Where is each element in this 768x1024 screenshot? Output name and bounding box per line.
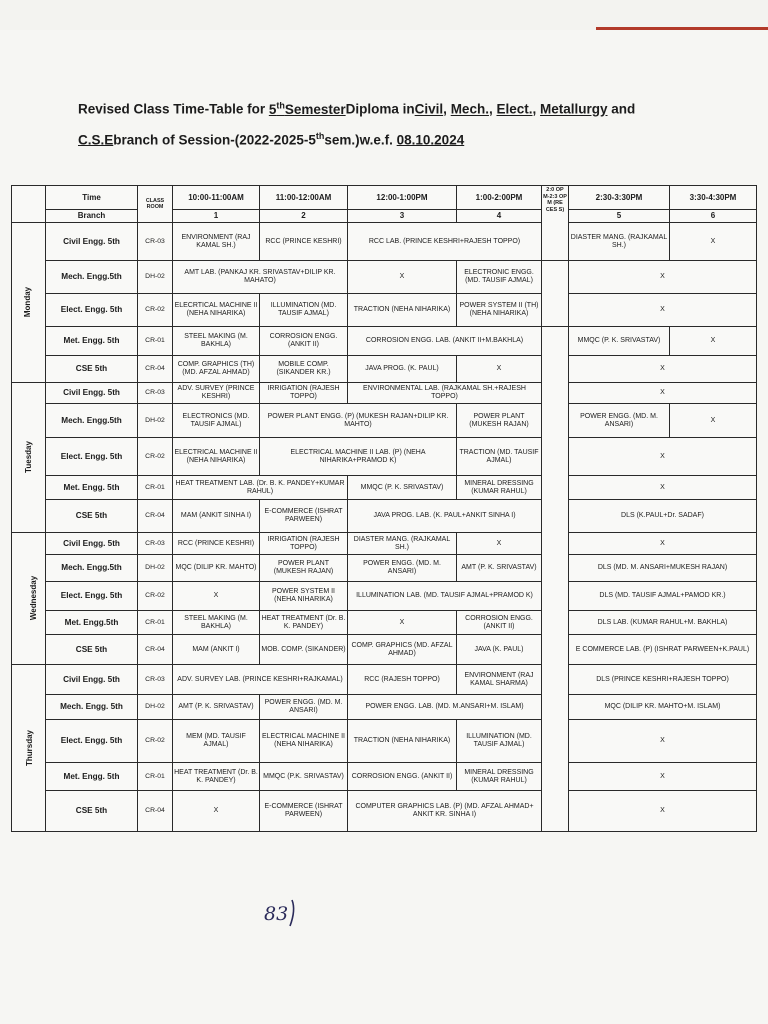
branch-name: CSE 5th bbox=[46, 356, 138, 383]
period-number: 2 bbox=[260, 210, 348, 223]
room-code: CR-02 bbox=[138, 294, 173, 327]
room-code: CR-04 bbox=[138, 356, 173, 383]
room-code: CR-02 bbox=[138, 438, 173, 476]
class-cell: MMQC (P. K. SRIVASTAV) bbox=[569, 327, 670, 356]
class-cell: POWER ENGG. (MD. M. ANSARI) bbox=[348, 555, 457, 582]
class-cell: MQC (DILIP KR. MAHTO+M. ISLAM) bbox=[569, 695, 757, 720]
room-code: CR-04 bbox=[138, 791, 173, 832]
class-cell: ELECRTICAL MACHINE II (NEHA NIHARIKA) bbox=[173, 294, 260, 327]
signature-text: 83 bbox=[264, 903, 289, 925]
class-cell: HEAT TREATMENT (Dr. B. K. PANDEY) bbox=[173, 763, 260, 791]
class-cell: JAVA PROG. (K. PAUL) bbox=[348, 356, 457, 383]
class-cell: ILLUMINATION (MD. TAUSIF AJMAL) bbox=[457, 720, 542, 763]
class-cell: DLS (K.PAUL+Dr. SADAF) bbox=[569, 500, 757, 533]
class-cell: E-COMMERCE (ISHRAT PARWEEN) bbox=[260, 500, 348, 533]
period-number: 4 bbox=[457, 210, 542, 223]
branch-name: Met. Engg.5th bbox=[46, 611, 138, 635]
class-cell: X bbox=[569, 791, 757, 832]
class-cell: STEEL MAKING (M. BAKHLA) bbox=[173, 611, 260, 635]
page-top-band bbox=[0, 0, 768, 30]
room-code: CR-03 bbox=[138, 383, 173, 404]
class-cell: X bbox=[569, 356, 757, 383]
class-cell: MOBILE COMP. (SIKANDER KR.) bbox=[260, 356, 348, 383]
class-cell: X bbox=[569, 476, 757, 500]
class-cell: MEM (MD. TAUSIF AJMAL) bbox=[173, 720, 260, 763]
class-cell: TRACTION (MD. TAUSIF AJMAL) bbox=[457, 438, 542, 476]
class-cell: X bbox=[173, 791, 260, 832]
period-time: 1:00-2:00PM bbox=[457, 186, 542, 210]
class-cell: ELECTRONIC ENGG. (MD. TAUSIF AJMAL) bbox=[457, 261, 542, 294]
branch-name: CSE 5th bbox=[46, 791, 138, 832]
class-cell: POWER PLANT (MUKESH RAJAN) bbox=[457, 404, 542, 438]
branch-name: Elect. Engg. 5th bbox=[46, 582, 138, 611]
lab-cell: HEAT TREATMENT LAB. (Dr. B. K. PANDEY+KUMAR RAHUL) bbox=[173, 476, 348, 500]
branch-name: Elect. Engg. 5th bbox=[46, 720, 138, 763]
lab-cell: ILLUMINATION LAB. (MD. TAUSIF AJMAL+PRAMOD K) bbox=[348, 582, 542, 611]
class-cell: MQC (DILIP KR. MAHTO) bbox=[173, 555, 260, 582]
class-cell: MMQC (P. K. SRIVASTAV) bbox=[348, 476, 457, 500]
branch-name: Met. Engg. 5th bbox=[46, 476, 138, 500]
room-code: CR-02 bbox=[138, 582, 173, 611]
document-title: Revised Class Time-Table for 5thSemesterDiploma inCivil, Mech., Elect., Metallurgy and C.S.Ebranch of Session-(2022-2025-5thsem.)w.e.f. 08.10.2024 bbox=[78, 100, 636, 147]
period-time: 3:30-4:30PM bbox=[670, 186, 757, 210]
class-cell: X bbox=[173, 582, 260, 611]
branch-name: Met. Engg. 5th bbox=[46, 763, 138, 791]
handwritten-signature bbox=[262, 896, 302, 932]
branch-name: Met. Engg. 5th bbox=[46, 327, 138, 356]
class-cell: AMT (P. K. SRIVASTAV) bbox=[173, 695, 260, 720]
class-cell: DLS (MD. M. ANSARI+MUKESH RAJAN) bbox=[569, 555, 757, 582]
class-cell: ENVIRONMENT (RAJ KAMAL SHARMA) bbox=[457, 665, 542, 695]
lab-cell: POWER ENGG. LAB. (MD. M.ANSARI+M. ISLAM) bbox=[348, 695, 542, 720]
class-cell: TRACTION (NEHA NIHARIKA) bbox=[348, 720, 457, 763]
class-cell: CORROSION ENGG. (ANKIT II) bbox=[348, 763, 457, 791]
room-code: CR-01 bbox=[138, 476, 173, 500]
class-cell: POWER ENGG. (MD. M. ANSARI) bbox=[260, 695, 348, 720]
class-cell: X bbox=[569, 763, 757, 791]
lab-cell: AMT LAB. (PANKAJ KR. SRIVASTAV+DILIP KR. MAHATO) bbox=[173, 261, 348, 294]
day-label-wednesday: Wednesday bbox=[12, 533, 46, 665]
class-cell: MOB. COMP. (SIKANDER) bbox=[260, 635, 348, 665]
room-code: DH-02 bbox=[138, 555, 173, 582]
class-cell: DLS (MD. TAUSIF AJMAL+PAMOD KR.) bbox=[569, 582, 757, 611]
room-code: CR-04 bbox=[138, 635, 173, 665]
lunch-column bbox=[542, 327, 569, 832]
day-label-tuesday: Tuesday bbox=[12, 383, 46, 533]
class-cell: DIASTER MANG. (RAJKAMAL SH.) bbox=[348, 533, 457, 555]
room-code: CR-01 bbox=[138, 611, 173, 635]
class-cell: MAM (ANKIT I) bbox=[173, 635, 260, 665]
class-cell: JAVA (K. PAUL) bbox=[457, 635, 542, 665]
lab-cell: POWER PLANT ENGG. (P) (MUKESH RAJAN+DILIP KR. MAHTO) bbox=[260, 404, 457, 438]
class-cell: IRRIGATION (RAJESH TOPPO) bbox=[260, 533, 348, 555]
class-cell: HEAT TREATMENT (Dr. B. K. PANDEY) bbox=[260, 611, 348, 635]
lab-cell: ADV. SURVEY LAB. (PRINCE KESHRI+RAJKAMAL) bbox=[173, 665, 348, 695]
time-label: Time bbox=[46, 186, 138, 210]
branch-name: CSE 5th bbox=[46, 500, 138, 533]
branch-name: CSE 5th bbox=[46, 635, 138, 665]
period-time: 12:00-1:00PM bbox=[348, 186, 457, 210]
class-room-label: CLASS ROOM bbox=[138, 186, 173, 223]
period-number: 6 bbox=[670, 210, 757, 223]
branch-label: Branch bbox=[46, 210, 138, 223]
lunch-break-label: 2:0 OP M-2:3 OP M (RE CES S) bbox=[542, 186, 569, 261]
class-cell: E COMMERCE LAB. (P) (ISHRAT PARWEEN+K.PAUL) bbox=[569, 635, 757, 665]
branch-name: Elect. Engg. 5th bbox=[46, 438, 138, 476]
class-cell: ELECTRICAL MACHINE II (NEHA NIHARIKA) bbox=[173, 438, 260, 476]
class-cell: POWER SYSTEM II (NEHA NIHARIKA) bbox=[260, 582, 348, 611]
branch-name: Mech. Engg.5th bbox=[46, 555, 138, 582]
branch-name: Mech. Engg.5th bbox=[46, 261, 138, 294]
signature-stroke bbox=[290, 900, 294, 926]
class-cell: MINERAL DRESSING (KUMAR RAHUL) bbox=[457, 763, 542, 791]
branch-name: Mech. Engg.5th bbox=[46, 404, 138, 438]
class-cell: MMQC (P.K. SRIVASTAV) bbox=[260, 763, 348, 791]
room-code: DH-02 bbox=[138, 404, 173, 438]
branch-name: Civil Engg. 5th bbox=[46, 383, 138, 404]
room-code: CR-04 bbox=[138, 500, 173, 533]
class-cell: RCC (PRINCE KESHRI) bbox=[173, 533, 260, 555]
branch-name: Mech. Engg. 5th bbox=[46, 695, 138, 720]
branch-name: Civil Engg. 5th bbox=[46, 533, 138, 555]
class-cell: X bbox=[569, 438, 757, 476]
room-code: DH-02 bbox=[138, 695, 173, 720]
class-cell: X bbox=[569, 533, 757, 555]
day-label-monday: Monday bbox=[12, 223, 46, 383]
period-number: 3 bbox=[348, 210, 457, 223]
class-cell: E-COMMERCE (ISHRAT PARWEEN) bbox=[260, 791, 348, 832]
lab-cell: ENVIRONMENTAL LAB. (RAJKAMAL SH.+RAJESH TOPPO) bbox=[348, 383, 542, 404]
class-cell: DLS LAB. (KUMAR RAHUL+M. BAKHLA) bbox=[569, 611, 757, 635]
period-number: 1 bbox=[173, 210, 260, 223]
class-cell: ADV. SURVEY (PRINCE KESHRI) bbox=[173, 383, 260, 404]
class-cell: X bbox=[348, 261, 457, 294]
class-cell: X bbox=[670, 404, 757, 438]
period-time: 10:00-11:00AM bbox=[173, 186, 260, 210]
class-cell: ELECTRICAL MACHINE II (NEHA NIHARIKA) bbox=[260, 720, 348, 763]
lab-cell: ELECTRICAL MACHINE II LAB. (P) (NEHA NIHARIKA+PRAMOD K) bbox=[260, 438, 457, 476]
class-cell: IRRIGATION (RAJESH TOPPO) bbox=[260, 383, 348, 404]
class-cell: X bbox=[457, 533, 542, 555]
class-cell: CORROSION ENGG. (ANKIT II) bbox=[457, 611, 542, 635]
class-cell: AMT (P. K. SRIVASTAV) bbox=[457, 555, 542, 582]
class-cell: DLS (PRINCE KESHRI+RAJESH TOPPO) bbox=[569, 665, 757, 695]
branch-name: Civil Engg. 5th bbox=[46, 665, 138, 695]
room-code: CR-01 bbox=[138, 327, 173, 356]
class-cell: DIASTER MANG. (RAJKAMAL SH.) bbox=[569, 223, 670, 261]
class-cell: MINERAL DRESSING (KUMAR RAHUL) bbox=[457, 476, 542, 500]
room-code: CR-02 bbox=[138, 720, 173, 763]
day-label-thursday: Thursday bbox=[12, 665, 46, 832]
class-cell: RCC (RAJESH TOPPO) bbox=[348, 665, 457, 695]
branch-name: Civil Engg. 5th bbox=[46, 223, 138, 261]
class-cell: X bbox=[569, 720, 757, 763]
lab-cell: RCC LAB. (PRINCE KESHRI+RAJESH TOPPO) bbox=[348, 223, 542, 261]
class-cell: CORROSION ENGG. (ANKIT II) bbox=[260, 327, 348, 356]
class-cell: POWER SYSTEM II (TH) (NEHA NIHARIKA) bbox=[457, 294, 542, 327]
period-number: 5 bbox=[569, 210, 670, 223]
timetable bbox=[11, 185, 757, 832]
class-cell: X bbox=[569, 294, 757, 327]
class-cell: ELECTRONICS (MD. TAUSIF AJMAL) bbox=[173, 404, 260, 438]
class-cell: ENVIRONMENT (RAJ KAMAL SH.) bbox=[173, 223, 260, 261]
period-time: 11:00-12:00AM bbox=[260, 186, 348, 210]
class-cell: TRACTION (NEHA NIHARIKA) bbox=[348, 294, 457, 327]
period-time: 2:30-3:30PM bbox=[569, 186, 670, 210]
class-cell: COMP. GRAPHICS (MD. AFZAL AHMAD) bbox=[348, 635, 457, 665]
class-cell: X bbox=[569, 383, 757, 404]
class-cell: COMP. GRAPHICS (TH) (MD. AFZAL AHMAD) bbox=[173, 356, 260, 383]
class-cell: STEEL MAKING (M. BAKHLA) bbox=[173, 327, 260, 356]
class-cell: MAM (ANKIT SINHA I) bbox=[173, 500, 260, 533]
class-cell: RCC (PRINCE KESHRI) bbox=[260, 223, 348, 261]
binding-mark bbox=[596, 27, 768, 30]
room-code: CR-03 bbox=[138, 223, 173, 261]
branch-name: Elect. Engg. 5th bbox=[46, 294, 138, 327]
lab-cell: CORROSION ENGG. LAB. (ANKIT II+M.BAKHLA) bbox=[348, 327, 542, 356]
class-cell: X bbox=[348, 611, 457, 635]
lab-cell: COMPUTER GRAPHICS LAB. (P) (MD. AFZAL AHMAD+ ANKIT KR. SINHA I) bbox=[348, 791, 542, 832]
class-cell: POWER ENGG. (MD. M. ANSARI) bbox=[569, 404, 670, 438]
class-cell: ILLUMINATION (MD. TAUSIF AJMAL) bbox=[260, 294, 348, 327]
class-cell: X bbox=[457, 356, 542, 383]
class-cell: X bbox=[670, 327, 757, 356]
class-cell: X bbox=[670, 223, 757, 261]
room-code: DH-02 bbox=[138, 261, 173, 294]
lab-cell: JAVA PROG. LAB. (K. PAUL+ANKIT SINHA I) bbox=[348, 500, 542, 533]
room-code: CR-01 bbox=[138, 763, 173, 791]
room-code: CR-03 bbox=[138, 665, 173, 695]
room-code: CR-03 bbox=[138, 533, 173, 555]
class-cell: X bbox=[569, 261, 757, 294]
class-cell: POWER PLANT (MUKESH RAJAN) bbox=[260, 555, 348, 582]
